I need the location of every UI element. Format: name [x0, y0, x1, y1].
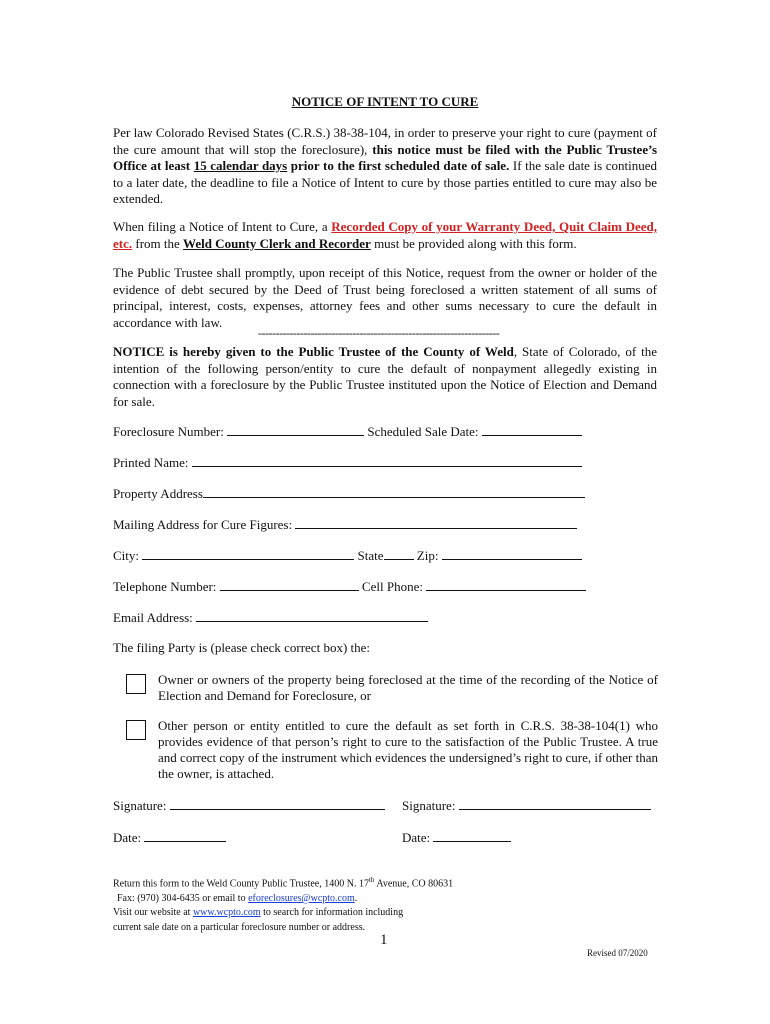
state-label: State: [357, 548, 384, 563]
foreclosure-number-field[interactable]: [227, 423, 364, 436]
email-label: Email Address:: [113, 610, 193, 625]
property-address-field[interactable]: [203, 485, 585, 498]
footer-website-text: Visit our website at: [113, 907, 193, 919]
filing-requirement-end: prior to the first scheduled date of sale.: [287, 158, 510, 173]
owner-checkbox[interactable]: [126, 674, 146, 694]
footer-address-a: Return this form to the Weld County Public Trustee, 1400 N. 17: [113, 878, 369, 890]
footer-period: .: [354, 892, 358, 904]
zip-label: Zip:: [416, 548, 439, 563]
deed-text-mid: from the: [132, 235, 184, 251]
city-label: City:: [113, 548, 140, 563]
footer-address-b: Avenue, CO 80631: [374, 878, 454, 890]
footer-address-sup: th: [368, 876, 375, 884]
state-field[interactable]: [384, 547, 414, 560]
document-title: NOTICE OF INTENT TO CURE: [291, 94, 479, 109]
telephone-label: Telephone Number:: [113, 579, 217, 594]
intro-text-end: If the sale date is continued to a later date, the deadline to file a Notice of Intent to cure by those parties entitled to cure may also be extended.: [113, 158, 657, 206]
telephone-field[interactable]: [220, 578, 359, 591]
mailing-address-label: Mailing Address for Cure Figures:: [113, 517, 293, 532]
signature-1-label: Signature:: [113, 798, 167, 813]
date-1-label: Date:: [113, 830, 142, 845]
signature-2-field[interactable]: [459, 797, 651, 810]
mailing-address-field[interactable]: [295, 516, 577, 529]
footer-instructions: [113, 873, 453, 935]
intro-paragraph-3: The Public Trustee shall promptly, upon receipt of this Notice, request from the owner or holder of the evidence of debt secured by the Deed of Trust being foreclosed a written statement of all sums of principal, interest, costs, expenses, attorney fees and other sums necessary to cure the default in accordance with law.: [113, 265, 657, 330]
footer-line-1: [113, 873, 453, 892]
other-party-option-text: Other person or entity entitled to cure the default as set forth in C.R.S. 38-38-104(1) who provides evidence of that person’s right to cure to the satisfaction of the Public Trustee. A true and correct copy of the instrument which evidences the undersigned’s right to cure, if other than the owner, is attached.: [158, 718, 658, 781]
signature-row-1: [113, 797, 385, 814]
city-field[interactable]: [142, 547, 354, 560]
city-state-zip-row: [113, 547, 582, 564]
separator-line: ---------------------------------------------------------------------: [258, 326, 500, 340]
clerk-recorder: Weld County Clerk and Recorder: [183, 235, 371, 251]
date-1-field[interactable]: [144, 829, 226, 842]
recorded-deed-requirement: Recorded Copy of your Warranty Deed, Quit Claim Deed, etc.: [113, 219, 657, 251]
cell-phone-field[interactable]: [426, 578, 586, 591]
printed-name-field[interactable]: [192, 454, 582, 467]
printed-name-row: [113, 454, 582, 471]
deed-text: When filing a Notice of Intent to Cure, a: [113, 219, 332, 234]
filing-requirement: this notice must be filed with the Public Trustee’s Office at least: [113, 141, 657, 173]
footer-email-link[interactable]: eforeclosures@wcpto.com: [248, 892, 355, 904]
email-field[interactable]: [196, 609, 428, 622]
footer-website-text-end: to search for information including: [260, 907, 404, 919]
date-row-1: [113, 829, 226, 846]
date-2-field[interactable]: [433, 829, 511, 842]
notice-text: , State of Colorado, of the intention of the following person/entity to cure the default of nonpayment allegedly existing in connection with a foreclosure by the Public Trustee instituted upon the Notice of Election and Demand for sale.: [113, 344, 657, 409]
signature-1-field[interactable]: [170, 797, 385, 810]
other-party-checkbox[interactable]: [126, 720, 146, 740]
email-row: [113, 609, 428, 626]
foreclosure-number-row: [113, 423, 582, 440]
zip-field[interactable]: [442, 547, 582, 560]
cell-phone-label: Cell Phone:: [361, 579, 423, 594]
footer-line-2: [113, 892, 453, 907]
intro-paragraph-1: [113, 125, 657, 208]
property-address-row: [113, 485, 585, 502]
page-number: 1: [380, 932, 388, 948]
deed-text-end: must be provided along with this form.: [370, 235, 577, 251]
owner-option-text: Owner or owners of the property being foreclosed at the time of the recording of the Notice of Election and Demand for Foreclosure, or: [158, 672, 658, 703]
signature-row-2: [402, 797, 651, 814]
date-2-label: Date:: [402, 830, 431, 845]
telephone-row: [113, 578, 586, 595]
footer-line-4: current sale date on a particular foreclosure number or address.: [113, 921, 366, 933]
intro-text: Per law Colorado Revised States (C.R.S.) 38-38-104, in order to preserve your right to cure (payment of the cure amount that will stop the foreclosure),: [113, 125, 657, 157]
mailing-address-row: [113, 516, 577, 533]
revision-date: Revised 07/2020: [587, 948, 648, 958]
notice-paragraph: [113, 344, 657, 410]
scheduled-sale-date-label: Scheduled Sale Date:: [367, 424, 479, 439]
date-row-2: [402, 829, 511, 846]
foreclosure-number-label: Foreclosure Number:: [113, 424, 224, 439]
intro-paragraph-2: [113, 219, 657, 252]
printed-name-label: Printed Name:: [113, 455, 189, 470]
property-address-label: Property Address: [113, 486, 203, 501]
signature-2-label: Signature:: [402, 798, 456, 813]
footer-fax: Fax: (970) 304-6435 or email to: [117, 892, 249, 904]
scheduled-sale-date-field[interactable]: [482, 423, 582, 436]
footer-website-link[interactable]: www.wcpto.com: [192, 907, 261, 919]
footer-line-3: [113, 906, 453, 921]
filing-party-label: The filing Party is (please check correct box) the:: [113, 640, 371, 655]
deadline-days: 15 calendar days: [193, 158, 288, 173]
notice-heading: NOTICE is hereby given to the Public Trustee of the County of Weld: [113, 344, 514, 359]
